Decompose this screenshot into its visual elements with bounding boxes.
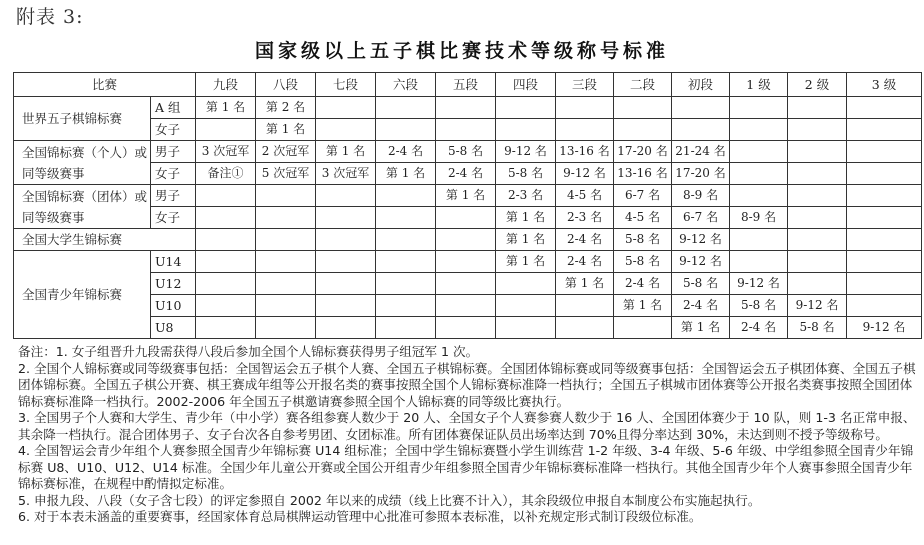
rank-requirement-cell <box>847 229 922 251</box>
rank-requirement-cell <box>614 119 672 141</box>
rank-requirement-cell: 5-8 名 <box>788 317 847 339</box>
rank-requirement-cell: 21-24 名 <box>672 141 730 163</box>
header-rank: 1 级 <box>730 73 788 97</box>
subgroup-label: 男子 <box>151 141 196 163</box>
rank-requirement-cell <box>730 251 788 273</box>
rank-requirement-cell <box>256 251 316 273</box>
rank-requirement-cell <box>256 273 316 295</box>
rank-requirement-cell <box>496 97 556 119</box>
rank-requirement-cell: 5-8 名 <box>436 141 496 163</box>
competition-name: 全国大学生锦标赛 <box>14 229 196 251</box>
rank-requirement-cell: 8-9 名 <box>672 185 730 207</box>
rank-requirement-cell <box>496 273 556 295</box>
rank-requirement-cell: 5-8 名 <box>730 295 788 317</box>
rank-requirement-cell: 5-8 名 <box>672 273 730 295</box>
rank-requirement-cell: 3 次冠军 <box>196 141 256 163</box>
rank-requirement-cell <box>256 295 316 317</box>
rank-requirement-cell: 2-3 名 <box>496 185 556 207</box>
document-title: 国家级以上五子棋比赛技术等级称号标准 <box>254 40 669 62</box>
rank-requirement-cell <box>788 119 847 141</box>
rank-requirement-cell: 第 1 名 <box>196 97 256 119</box>
header-rank: 七段 <box>316 73 376 97</box>
rank-requirement-cell <box>316 251 376 273</box>
header-rank: 五段 <box>436 73 496 97</box>
rank-requirement-cell <box>196 185 256 207</box>
rank-requirement-cell <box>436 317 496 339</box>
rank-requirement-cell <box>376 229 436 251</box>
rank-requirement-cell <box>847 97 922 119</box>
rank-requirement-cell: 5 次冠军 <box>256 163 316 185</box>
rank-requirement-cell <box>788 97 847 119</box>
rank-requirement-cell <box>788 229 847 251</box>
rank-requirement-cell <box>788 163 847 185</box>
rank-requirement-cell: 2-4 名 <box>556 229 614 251</box>
rank-requirement-cell <box>196 251 256 273</box>
rank-requirement-cell <box>847 251 922 273</box>
rank-requirement-cell: 13-16 名 <box>614 163 672 185</box>
rank-requirement-cell <box>376 317 436 339</box>
rank-requirement-cell <box>556 97 614 119</box>
table-row <box>14 207 922 229</box>
rank-requirement-cell <box>496 119 556 141</box>
rank-requirement-cell <box>436 229 496 251</box>
rank-requirement-cell <box>847 185 922 207</box>
rank-requirement-cell <box>436 97 496 119</box>
rank-requirement-cell <box>788 207 847 229</box>
rank-requirement-cell <box>496 317 556 339</box>
subgroup-label: U8 <box>151 317 196 339</box>
rank-requirement-cell: 9-12 名 <box>847 317 922 339</box>
table-row <box>14 97 922 119</box>
rank-requirement-cell <box>556 295 614 317</box>
rank-requirement-cell <box>196 119 256 141</box>
rank-requirement-cell: 8-9 名 <box>730 207 788 229</box>
rank-requirement-cell <box>256 229 316 251</box>
rank-requirement-cell: 第 1 名 <box>556 273 614 295</box>
rank-requirement-cell: 9-12 名 <box>556 163 614 185</box>
rank-requirement-cell <box>847 141 922 163</box>
rank-requirement-cell: 第 1 名 <box>496 251 556 273</box>
rank-requirement-cell <box>316 229 376 251</box>
rank-requirement-cell <box>788 185 847 207</box>
rank-requirement-cell <box>196 317 256 339</box>
rank-requirement-cell <box>316 295 376 317</box>
subgroup-label: 女子 <box>151 119 196 141</box>
rank-requirement-cell <box>256 207 316 229</box>
rank-requirement-cell <box>196 229 256 251</box>
subgroup-label: 女子 <box>151 207 196 229</box>
rank-requirement-cell <box>496 295 556 317</box>
rank-requirement-cell <box>376 97 436 119</box>
header-rank: 3 级 <box>847 73 922 97</box>
rank-requirement-cell: 第 1 名 <box>256 119 316 141</box>
rank-requirement-cell: 2-4 名 <box>672 295 730 317</box>
rank-requirement-cell <box>672 119 730 141</box>
rank-requirement-cell: 6-7 名 <box>672 207 730 229</box>
rank-requirement-cell: 2-4 名 <box>436 163 496 185</box>
rank-requirement-cell: 4-5 名 <box>556 185 614 207</box>
table-row <box>14 229 922 251</box>
header-rank: 四段 <box>496 73 556 97</box>
rank-requirement-cell: 2-4 名 <box>556 251 614 273</box>
rank-requirement-cell: 2-4 名 <box>376 141 436 163</box>
rank-requirement-cell: 9-12 名 <box>672 229 730 251</box>
rank-requirement-cell <box>614 317 672 339</box>
competition-name: 世界五子棋锦标赛 <box>14 97 151 141</box>
header-rank: 初段 <box>672 73 730 97</box>
rank-requirement-cell <box>847 207 922 229</box>
rank-requirement-cell <box>256 185 316 207</box>
rank-requirement-cell: 5-8 名 <box>614 251 672 273</box>
rank-requirement-cell <box>436 273 496 295</box>
rank-requirement-cell: 17-20 名 <box>672 163 730 185</box>
rank-requirement-cell: 2-4 名 <box>730 317 788 339</box>
rank-requirement-cell: 第 1 名 <box>672 317 730 339</box>
subgroup-label: U12 <box>151 273 196 295</box>
rank-requirement-cell <box>436 251 496 273</box>
rank-requirement-cell <box>730 229 788 251</box>
rank-requirement-cell: 2-4 名 <box>614 273 672 295</box>
header-competition: 比赛 <box>14 73 196 97</box>
rank-requirement-cell: 9-12 名 <box>788 295 847 317</box>
rank-requirement-cell <box>256 317 316 339</box>
rank-requirement-cell: 第 1 名 <box>376 163 436 185</box>
rank-requirement-cell <box>847 295 922 317</box>
header-rank: 九段 <box>196 73 256 97</box>
rank-requirement-cell <box>730 97 788 119</box>
rank-requirement-cell <box>196 273 256 295</box>
rank-requirement-cell: 6-7 名 <box>614 185 672 207</box>
rank-requirement-cell <box>316 185 376 207</box>
rank-requirement-cell <box>196 295 256 317</box>
rank-requirement-cell: 9-12 名 <box>730 273 788 295</box>
appendix-label: 附表 3: <box>16 6 84 28</box>
rank-requirement-cell <box>316 317 376 339</box>
note-item: 2. 全国个人锦标赛或同等级赛事包括：全国智运会五子棋个人赛、全国五子棋锦标赛。全国团体锦标赛或同等级赛事包括：全国智运会五子棋团体赛、全国五子棋团体锦标赛。全国五子棋公开赛、棋王赛成年组等公开报名类的赛事按照全国个人锦标赛标准降一档执行；全国五子棋城市团体赛等公开报名类赛事按照全国团体锦标赛标准降一档执行。2002-2006 年全国五子棋邀请赛参照全国个人锦标赛的同等级比赛执行。 <box>18 360 916 409</box>
rank-requirement-cell <box>376 207 436 229</box>
rank-requirement-cell <box>788 251 847 273</box>
rank-requirement-cell <box>730 141 788 163</box>
subgroup-label: A 组 <box>151 97 196 119</box>
competition-name: 全国锦标赛（个人）或同等级赛事 <box>14 141 151 185</box>
rank-requirement-cell <box>376 251 436 273</box>
rank-requirement-cell: 5-8 名 <box>496 163 556 185</box>
table-row <box>14 295 922 317</box>
competition-name: 全国青少年锦标赛 <box>14 251 151 339</box>
subgroup-label: U10 <box>151 295 196 317</box>
rank-requirement-cell <box>376 273 436 295</box>
rank-requirement-cell: 13-16 名 <box>556 141 614 163</box>
header-rank: 三段 <box>556 73 614 97</box>
note-item: 备注：1. 女子组晋升九段需获得八段后参加全国个人锦标赛获得男子组冠军 1 次。 <box>18 344 479 359</box>
rank-requirement-cell: 2-3 名 <box>556 207 614 229</box>
rank-requirement-cell: 备注① <box>196 163 256 185</box>
rank-requirement-cell: 第 1 名 <box>614 295 672 317</box>
table-row <box>14 185 922 207</box>
table-row <box>14 163 922 185</box>
rank-requirement-cell <box>556 119 614 141</box>
rank-requirement-cell <box>730 119 788 141</box>
note-item: 6. 对于本表未涵盖的重要赛事，经国家体育总局棋牌运动管理中心批准可参照本表标准，以补充规定形式制订段级位标准。 <box>18 509 702 524</box>
header-rank: 二段 <box>614 73 672 97</box>
rank-standard-table <box>13 72 922 339</box>
rank-requirement-cell <box>672 97 730 119</box>
subgroup-label: U14 <box>151 251 196 273</box>
rank-requirement-cell <box>614 97 672 119</box>
rank-requirement-cell <box>316 207 376 229</box>
rank-requirement-cell <box>376 119 436 141</box>
rank-requirement-cell <box>436 119 496 141</box>
rank-requirement-cell: 9-12 名 <box>672 251 730 273</box>
rank-requirement-cell <box>436 207 496 229</box>
note-item: 4. 全国智运会青少年组个人赛参照全国青少年锦标赛 U14 组标准；全国中学生锦标赛暨小学生训练营 1-2 年级、3-4 年级、5-6 年级、中学组参照全国青少年锦标赛 U8、U10、U12、U14 标准。全国少年儿童公开赛或全国公开组青少年组参照全国青少年锦标赛标准降一档执行。其他全国青少年个人赛事参照全国青少年锦标赛标准，在规程中酌情拟定标准。 <box>18 443 914 491</box>
table-header-row <box>14 73 922 97</box>
rank-requirement-cell: 第 1 名 <box>436 185 496 207</box>
header-rank: 2 级 <box>788 73 847 97</box>
table-row <box>14 141 922 163</box>
rank-requirement-cell <box>788 273 847 295</box>
note-item: 3. 全国男子个人赛和大学生、青少年（中小学）赛各组参赛人数少于 20 人、全国女子个人赛参赛人数少于 16 人、全国团体赛少于 10 队，则 1-3 名正常申报、其余降一档执行。混合团体男子、女子台次各自参考男团、女团标准。所有团体赛保证队员出场率达到 70%且得分率达到 30%，未达到则不授予等级称号。 <box>18 410 916 442</box>
rank-requirement-cell: 9-12 名 <box>496 141 556 163</box>
rank-requirement-cell: 第 1 名 <box>496 229 556 251</box>
notes-section <box>18 344 918 526</box>
rank-requirement-cell <box>316 97 376 119</box>
rank-requirement-cell <box>376 295 436 317</box>
note-item: 5. 申报九段、八段（女子含七段）的评定参照自 2002 年以来的成绩（线上比赛不计入），其余段级位申报自本制度公布实施起执行。 <box>18 492 761 508</box>
header-rank: 六段 <box>376 73 436 97</box>
rank-requirement-cell <box>196 207 256 229</box>
rank-requirement-cell <box>847 119 922 141</box>
subgroup-label: 男子 <box>151 185 196 207</box>
rank-requirement-cell <box>730 185 788 207</box>
rank-requirement-cell: 2 次冠军 <box>256 141 316 163</box>
table-row <box>14 317 922 339</box>
rank-requirement-cell <box>847 163 922 185</box>
rank-requirement-cell <box>730 163 788 185</box>
rank-requirement-cell <box>316 119 376 141</box>
table-row <box>14 119 922 141</box>
header-rank: 八段 <box>256 73 316 97</box>
rank-requirement-cell: 第 1 名 <box>496 207 556 229</box>
table-row <box>14 273 922 295</box>
rank-requirement-cell: 5-8 名 <box>614 229 672 251</box>
rank-requirement-cell <box>436 295 496 317</box>
rank-requirement-cell: 第 1 名 <box>316 141 376 163</box>
rank-requirement-cell: 第 2 名 <box>256 97 316 119</box>
rank-requirement-cell: 3 次冠军 <box>316 163 376 185</box>
table-row <box>14 251 922 273</box>
rank-requirement-cell <box>847 273 922 295</box>
rank-requirement-cell: 4-5 名 <box>614 207 672 229</box>
competition-name: 全国锦标赛（团体）或同等级赛事 <box>14 185 151 229</box>
rank-requirement-cell <box>556 317 614 339</box>
rank-requirement-cell <box>316 273 376 295</box>
rank-requirement-cell <box>376 185 436 207</box>
rank-requirement-cell: 17-20 名 <box>614 141 672 163</box>
rank-requirement-cell <box>788 141 847 163</box>
subgroup-label: 女子 <box>151 163 196 185</box>
